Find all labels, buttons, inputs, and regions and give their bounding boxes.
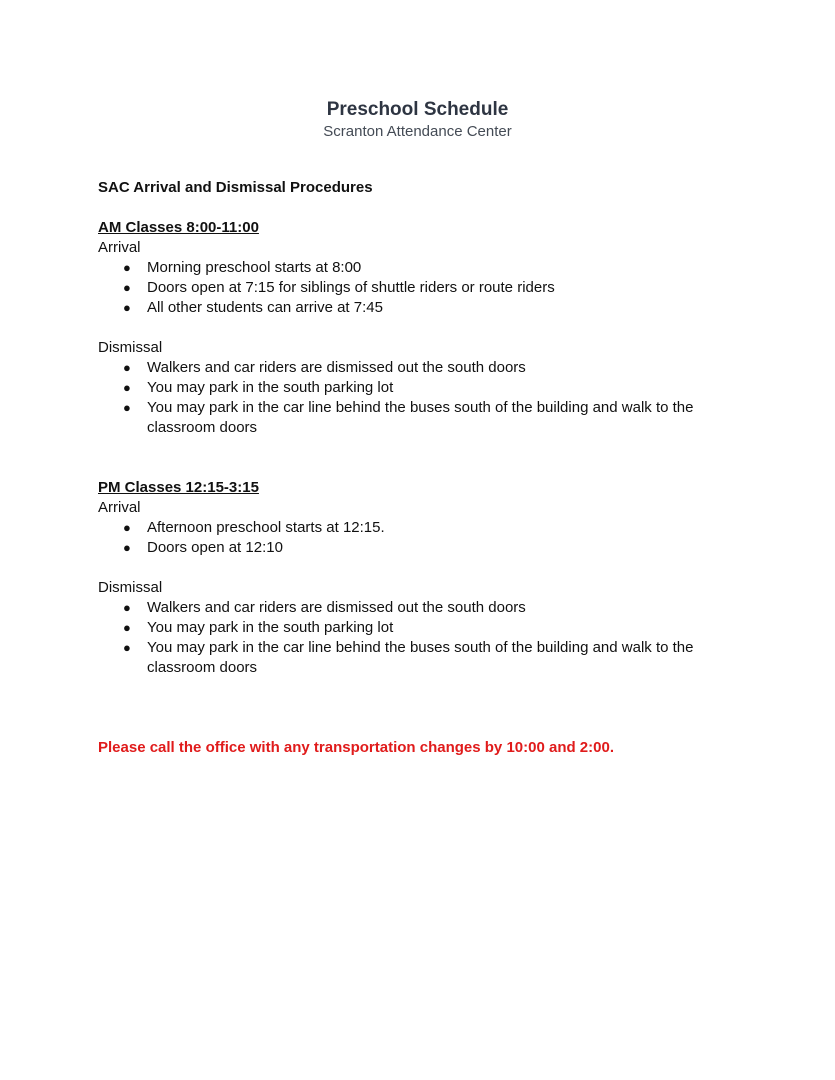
list-item: ● Doors open at 7:15 for siblings of shuttle riders or route riders [123,279,555,296]
list-item: ● Afternoon preschool starts at 12:15. [123,519,385,536]
pm-arrival-label: Arrival [98,499,141,516]
list-item: ● You may park in the car line behind the buses south of the building and walk to the classroom doors [123,639,694,676]
list-item: ● Walkers and car riders are dismissed out the south doors [123,359,526,376]
bullet-icon: ● [123,400,131,415]
list-item: ● Morning preschool starts at 8:00 [123,259,362,276]
list-item: ● You may park in the car line behind the buses south of the building and walk to the classroom doors [123,399,694,436]
pm-classes-title: PM Classes 12:15-3:15 [98,479,259,496]
transportation-notice: Please call the office with any transportation changes by 10:00 and 2:00. [98,739,614,756]
list-item: ● You may park in the south parking lot [123,619,394,636]
page-subtitle: Scranton Attendance Center [323,123,512,140]
bullet-icon: ● [123,300,131,315]
pm-dismissal-list [98,598,738,678]
am-arrival-list [98,258,738,318]
bullet-icon: ● [123,380,131,395]
document-body [98,178,738,758]
bullet-icon: ● [123,520,131,535]
pm-dismissal-label: Dismissal [98,579,163,596]
am-dismissal-label: Dismissal [98,339,163,356]
bullet-icon: ● [123,600,131,615]
bullet-icon: ● [123,280,131,295]
pm-arrival-list [98,518,738,558]
list-item: ● All other students can arrive at 7:45 [123,299,383,316]
list-item: ● Walkers and car riders are dismissed out the south doors [123,599,526,616]
bullet-icon: ● [123,360,131,375]
bullet-icon: ● [123,260,131,275]
procedures-heading: SAC Arrival and Dismissal Procedures [98,179,373,196]
page-title: Preschool Schedule [326,99,509,120]
am-dismissal-list [98,358,738,438]
list-item: ● Doors open at 12:10 [123,539,283,556]
am-classes-title: AM Classes 8:00-11:00 [98,219,259,236]
am-arrival-label: Arrival [98,239,141,256]
bullet-icon: ● [123,620,131,635]
list-item: ● You may park in the south parking lot [123,379,394,396]
bullet-icon: ● [123,640,131,655]
bullet-icon: ● [123,540,131,555]
